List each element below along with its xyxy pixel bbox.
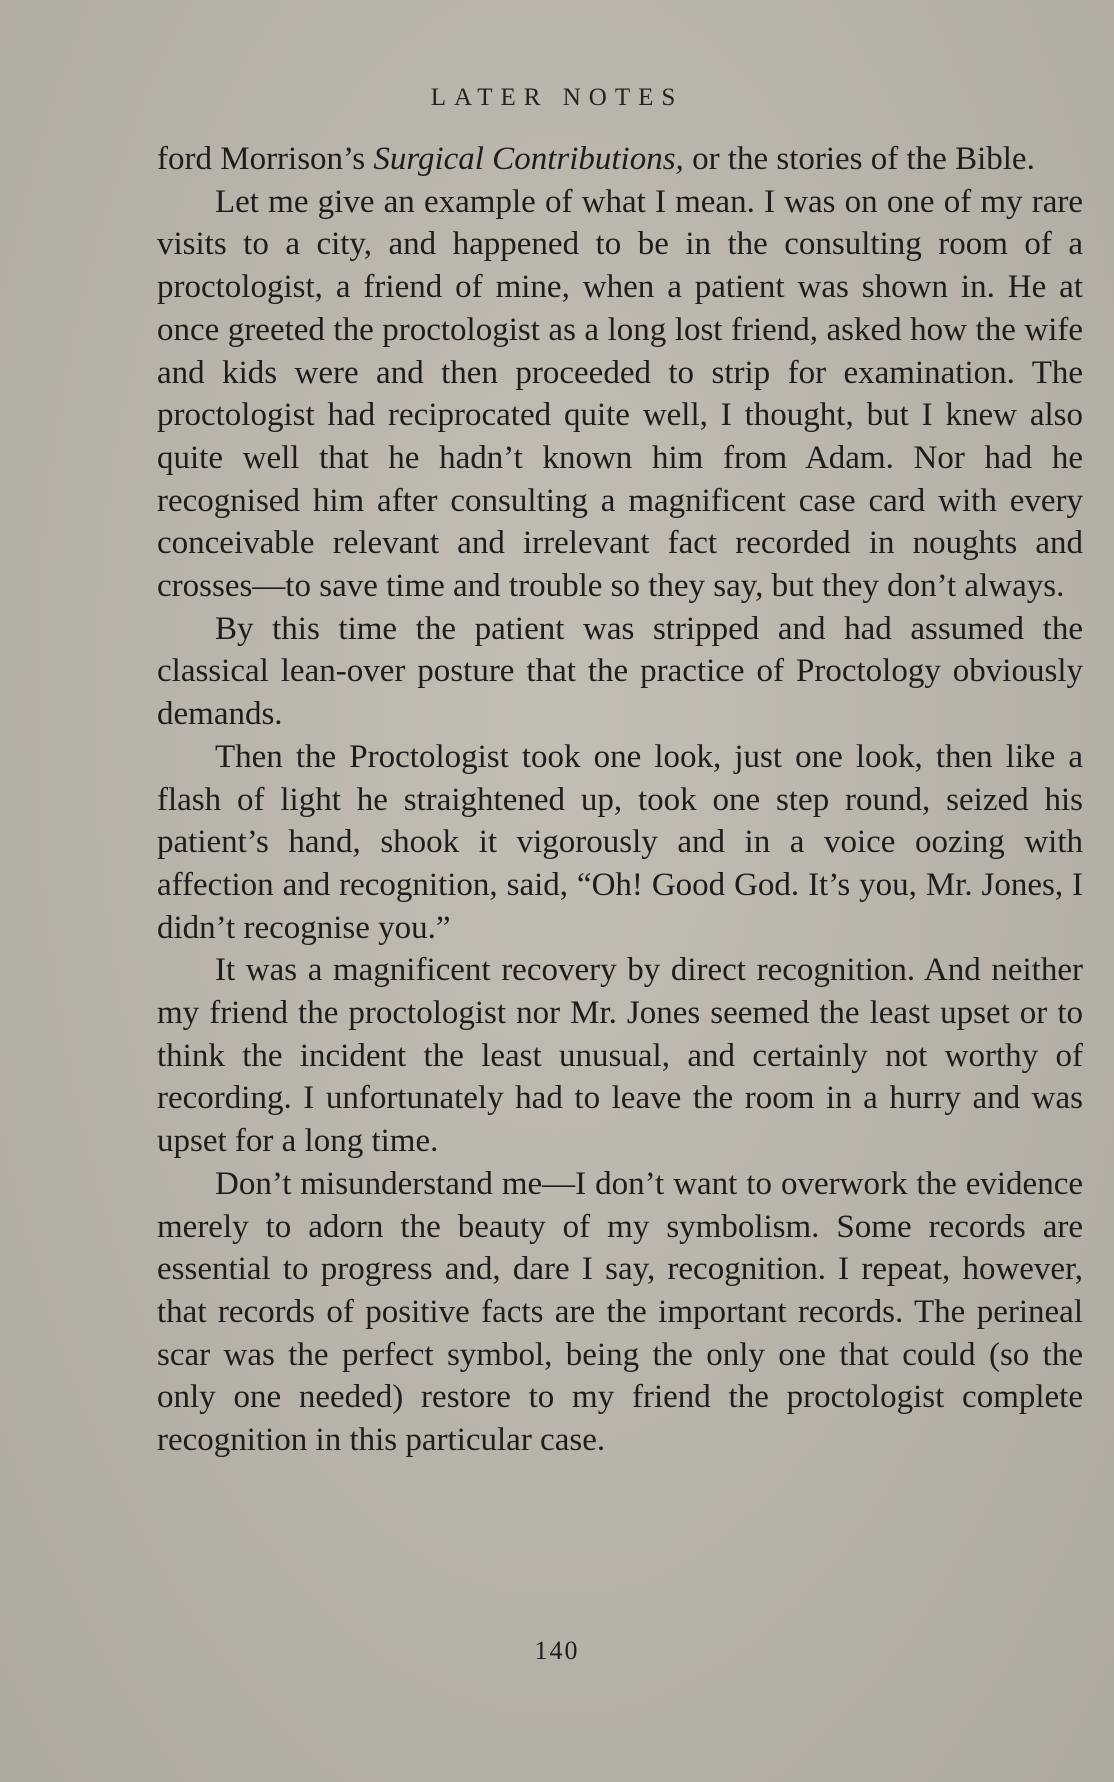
paragraph-continued: [157, 138, 1083, 181]
book-title-italic: Surgical Contributions,: [373, 141, 684, 177]
paragraph-text-before-italic: ford Morrison’s: [157, 141, 374, 177]
body-text: [157, 138, 1083, 1462]
running-head: LATER NOTES: [430, 84, 684, 111]
paragraph-text-after-italic: or the stories of the Bible.: [683, 141, 1035, 177]
paragraph-example: Let me give an example of what I mean. I was on one of my rare visits to a city, and happened to be in the consulting room of a proctologist, a friend of mine, when a patient was shown in. He at once greeted the proctologist as a long lost friend, asked how the wife and kids were and then proceeded to strip for examination. The proctologist had reciprocated quite well, I thought, but I knew also quite well that he hadn’t known him from Adam. Nor had he recognised him after consulting a magnificent case card with every conceivable relevant and irrelevant fact recorded in noughts and crosses—to save time and trouble so they say, but they don’t always.: [157, 183, 1083, 605]
paragraph-recovery: It was a magnificent recovery by direct recognition. And neither my friend the proctologist nor Mr. Jones seemed the least upset or to think the incident the least unusual, and certainly not worthy of recording. I unfortunately had to leave the room in a hurry and was upset for a long time.: [157, 952, 1083, 1160]
paragraph-recognition: Then the Proctologist took one look, just one look, then like a flash of light he straightened up, took one step round, seized his patient’s hand, shook it vigorously and in a voice oozing with affection and recognition, said, “Oh! Good God. It’s you, Mr. Jones, I didn’t recognise you.”: [157, 738, 1083, 946]
paragraph-posture: By this time the patient was stripped and had assumed the classical lean-over posture that the practice of Proctology obviously demands.: [157, 610, 1083, 733]
paragraph-records: Don’t misunderstand me—I don’t want to overwork the evidence merely to adorn the beauty of my symbolism. Some records are essential to progress and, dare I say, recognition. I repeat, however, that records of positive facts are the important records. The perineal scar was the perfect symbol, being the only one that could (so the only one needed) restore to my friend the proctologist complete recognition in this particular case.: [157, 1165, 1083, 1459]
page-number: 140: [534, 1636, 580, 1665]
